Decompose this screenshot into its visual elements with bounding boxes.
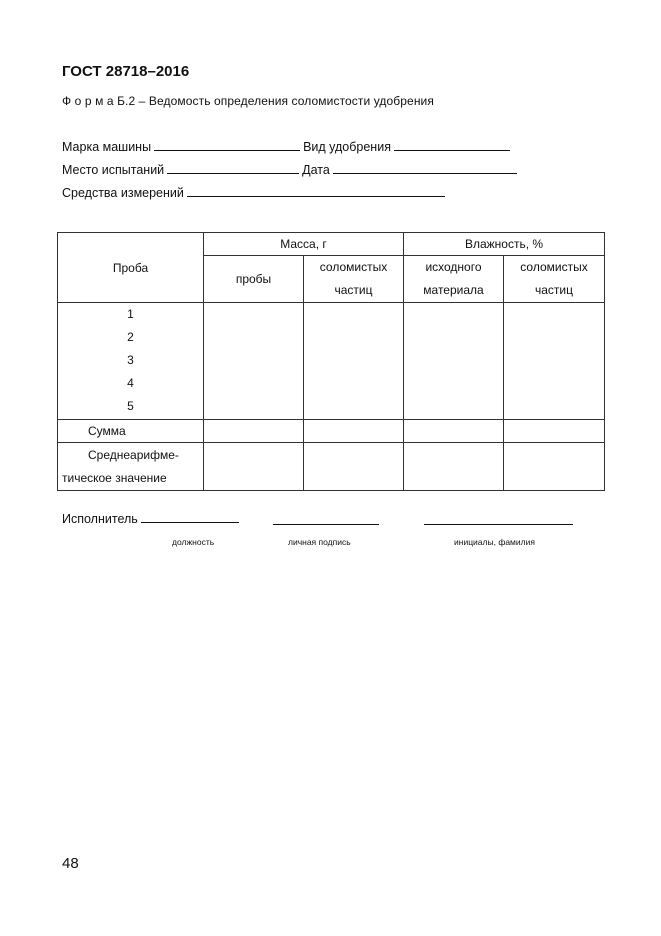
header-humidity-straw: соломистых частиц xyxy=(504,256,605,303)
table-row: 3 xyxy=(127,353,134,367)
header-mass-straw: соломистых частиц xyxy=(304,256,404,303)
machine-blank-line xyxy=(154,140,300,151)
place-blank-line xyxy=(167,163,299,174)
field-row-instruments xyxy=(62,186,448,200)
header-sample: Проба xyxy=(58,233,204,303)
sum-mass-sample[interactable] xyxy=(204,420,304,443)
caption-name: инициалы, фамилия xyxy=(454,537,535,547)
cell-humidity-straw[interactable] xyxy=(504,303,605,420)
straw-content-table xyxy=(57,232,605,491)
executor-row xyxy=(62,512,242,526)
signature-blank-line xyxy=(273,514,379,525)
page-number: 48 xyxy=(62,855,79,872)
header-humidity-group: Влажность, % xyxy=(404,233,605,256)
mean-humidity-straw[interactable] xyxy=(504,443,605,491)
caption-position: должность xyxy=(172,537,215,547)
machine-label: Марка машины xyxy=(62,140,152,154)
sample-numbers xyxy=(58,303,204,420)
cell-mass-sample[interactable] xyxy=(204,303,304,420)
form-title: Ф о р м а Б.2 – Ведомость определения соломистости удобрения xyxy=(62,94,434,108)
date-blank-line xyxy=(333,163,517,174)
field-row-place xyxy=(62,163,520,177)
executor-label: Исполнитель xyxy=(62,512,138,526)
name-blank-line xyxy=(424,514,573,525)
position-blank-line xyxy=(141,512,239,523)
document-header: ГОСТ 28718–2016 xyxy=(62,63,190,80)
instruments-blank-line xyxy=(187,186,445,197)
sum-humidity-source[interactable] xyxy=(404,420,504,443)
header-humidity-source: исходного материала xyxy=(404,256,504,303)
mean-mass-sample[interactable] xyxy=(204,443,304,491)
sum-mass-straw[interactable] xyxy=(304,420,404,443)
header-mass-sample: пробы xyxy=(204,256,304,303)
mean-mass-straw[interactable] xyxy=(304,443,404,491)
field-row-machine xyxy=(62,140,513,154)
sum-label: Сумма xyxy=(58,420,204,443)
fertilizer-blank-line xyxy=(394,140,510,151)
date-label: Дата xyxy=(302,163,330,177)
sum-humidity-straw[interactable] xyxy=(504,420,605,443)
instruments-label: Средства измерений xyxy=(62,186,184,200)
table-row: 5 xyxy=(127,399,134,413)
cell-humidity-source[interactable] xyxy=(404,303,504,420)
mean-label: Среднеарифме- тическое значение xyxy=(58,443,204,491)
table-row: 1 xyxy=(127,307,134,321)
caption-signature: личная подпись xyxy=(288,537,351,547)
table-row: 2 xyxy=(127,330,134,344)
mean-humidity-source[interactable] xyxy=(404,443,504,491)
header-mass-group: Масса, г xyxy=(204,233,404,256)
cell-mass-straw[interactable] xyxy=(304,303,404,420)
fertilizer-label: Вид удобрения xyxy=(303,140,391,154)
place-label: Место испытаний xyxy=(62,163,165,177)
table-row: 4 xyxy=(127,376,134,390)
